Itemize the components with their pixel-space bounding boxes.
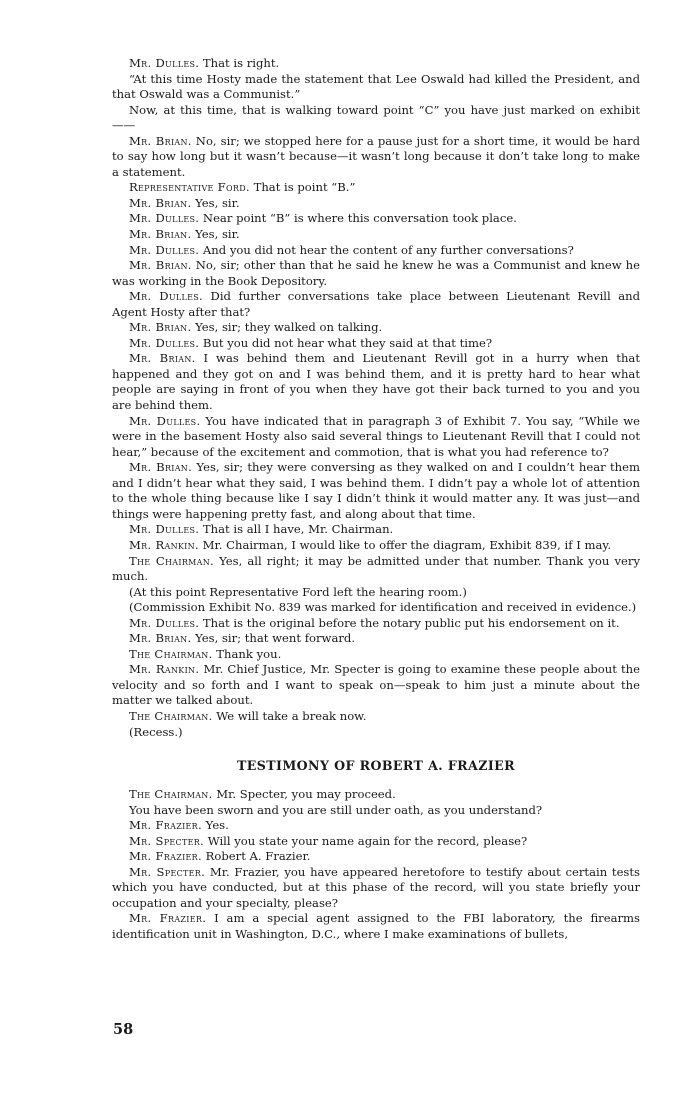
transcript-paragraph (112, 289, 640, 320)
paragraph-text: Mr. Chief Justice, Mr. Specter is going to examine these people about the velocity and so forth and I want to speak on—speak to him just a minute about the matter we talked about. (112, 662, 640, 708)
paragraph-text: No, sir; we stopped here for a pause just for a short time, it would be hard to say how long but it wasn’t because—it wasn’t long because it don’t take long to make a statement. (112, 133, 641, 179)
speaker-name: Mr. Dulles. (129, 615, 200, 630)
transcript-paragraph (112, 849, 640, 865)
transcript-paragraph (112, 911, 640, 942)
speaker-name: Representative Ford. (129, 180, 250, 195)
speaker-name: Mr. Dulles. (129, 242, 200, 257)
transcript-paragraph (112, 72, 640, 103)
speaker-name: Mr. Frazier. (129, 849, 202, 864)
paragraph-text: Yes, sir; they were conversing as they walked on and I couldn’t hear them and I didn’t hear what they said, I was behind them. I didn’t pay a whole lot of attention to the whole thing because like I say I didn’t think it would matter any. It was just—and things were happening pretty fast, and along about that time. (112, 460, 640, 521)
transcript-paragraph (112, 227, 640, 243)
transcript-paragraph (112, 818, 640, 834)
speaker-name: Mr. Dulles. (129, 289, 204, 304)
speaker-name: Mr. Dulles. (129, 211, 200, 226)
speaker-name: Mr. Frazier. (129, 818, 202, 833)
paragraph-text: Did further conversations take place between Lieutenant Revill and Agent Hosty after that? (112, 289, 640, 319)
transcript-paragraph (112, 865, 640, 912)
paragraph-text: Yes, sir. (191, 227, 240, 242)
transcript-paragraph (112, 320, 640, 336)
speaker-name: Mr. Brian. (129, 631, 192, 646)
paragraph-text: Mr. Chairman, I would like to offer the diagram, Exhibit 839, if I may. (198, 537, 612, 552)
transcript-paragraph (112, 834, 640, 850)
speaker-name: Mr. Brian. (129, 133, 192, 148)
speaker-name: Mr. Brian. (129, 227, 192, 242)
paragraph-text: That is point “B.” (249, 180, 356, 195)
transcript-paragraph (112, 56, 640, 72)
transcript-paragraph (112, 180, 640, 196)
paragraph-text: But you did not hear what they said at that time? (199, 335, 493, 350)
transcript-paragraph (112, 538, 640, 554)
paragraph-text: No, sir; other than that he said he knew he was a Communist and knew he was working in the Book Depository. (112, 258, 640, 288)
paragraph-text: Now, at this time, that is walking toward point “C” you have just marked on exhibit—— (112, 102, 640, 133)
transcript-paragraph (112, 351, 640, 413)
paragraph-text: Yes, sir; they walked on talking. (191, 320, 383, 335)
transcript-paragraph (112, 196, 640, 212)
paragraph-text: Yes. (201, 818, 229, 833)
speaker-name: Mr. Brian. (129, 351, 196, 366)
paragraph-text: That is the original before the notary public put his endorsement on it. (199, 615, 620, 630)
transcript-paragraph (112, 709, 640, 725)
paragraph-text: Near point “B” is where this conversation took place. (199, 211, 517, 226)
paragraph-text: (Commission Exhibit No. 839 was marked for identification and received in evidence.) (129, 600, 637, 615)
transcript-paragraph (112, 414, 640, 461)
paragraph-text: (At this point Representative Ford left the hearing room.) (129, 584, 467, 599)
paragraph-text: You have been sworn and you are still under oath, as you understand? (129, 802, 543, 817)
speaker-name: The Chairman. (129, 708, 213, 723)
paragraph-text: Yes, all right; it may be admitted under that number. Thank you very much. (112, 553, 640, 584)
paragraph-text: (Recess.) (129, 724, 183, 739)
paragraph-text: And you did not hear the content of any further conversations? (199, 242, 574, 257)
speaker-name: The Chairman. (129, 553, 215, 568)
speaker-name: Mr. Specter. (129, 833, 205, 848)
speaker-name: Mr. Specter. (129, 864, 206, 879)
paragraph-text: Thank you. (212, 646, 282, 661)
transcript-paragraph (112, 103, 640, 134)
transcript-paragraph (112, 522, 640, 538)
paragraph-text: Robert A. Frazier. (201, 849, 311, 864)
transcript-paragraph (112, 336, 640, 352)
speaker-name: The Chairman. (129, 646, 213, 661)
testimony-heading: TESTIMONY OF ROBERT A. FRAZIER (237, 758, 515, 774)
speaker-name: Mr. Rankin. (129, 662, 200, 677)
paragraph-text: I was behind them and Lieutenant Revill got in a hurry when that happened and they got on and I was behind them, and it is pretty hard to hear what people are saying in front of you when they have got their back turned to you and you are behind them. (112, 351, 640, 413)
paragraph-text: “At this time Hosty made the statement that Lee Oswald had killed the President, and that Oswald was a Communist.” (112, 71, 640, 102)
transcript-paragraph (112, 554, 640, 585)
transcript-after (112, 787, 640, 942)
speaker-name: Mr. Brian. (129, 195, 192, 210)
transcript-paragraph (112, 211, 640, 227)
paragraph-text: We will take a break now. (212, 708, 367, 723)
transcript-paragraph (112, 803, 640, 819)
transcript-paragraph (112, 600, 640, 616)
transcript-before (112, 56, 640, 740)
transcript-paragraph (112, 647, 640, 663)
paragraph-text: Mr. Specter, you may proceed. (212, 787, 396, 802)
transcript-paragraph (112, 631, 640, 647)
transcript-paragraph (112, 258, 640, 289)
paragraph-text: That is all I have, Mr. Chairman. (199, 522, 394, 537)
transcript-paragraph (112, 243, 640, 259)
paragraph-text: Yes, sir. (191, 195, 240, 210)
paragraph-text: Yes, sir; that went forward. (191, 631, 356, 646)
speaker-name: Mr. Frazier. (129, 911, 207, 926)
speaker-name: Mr. Brian. (129, 460, 193, 475)
transcript-paragraph (112, 787, 640, 803)
page-number: 58 (113, 1021, 134, 1038)
speaker-name: Mr. Dulles. (129, 335, 200, 350)
speaker-name: Mr. Brian. (129, 320, 192, 335)
speaker-name: Mr. Rankin. (129, 537, 199, 552)
paragraph-text: That is right. (199, 56, 280, 70)
paragraph-text: Mr. Frazier, you have appeared heretofore to testify about certain tests which you have conducted, but at this phase of the record, will you state briefly your occupation and your specialty, please? (112, 864, 640, 910)
transcript-paragraph (112, 616, 640, 632)
speaker-name: Mr. Dulles. (129, 413, 201, 428)
speaker-name: Mr. Dulles. (129, 56, 200, 70)
speaker-name: The Chairman. (129, 787, 213, 802)
page-body (112, 56, 640, 943)
transcript-paragraph (112, 725, 640, 741)
transcript-paragraph (112, 134, 640, 181)
paragraph-text: I am a special agent assigned to the FBI laboratory, the firearms identification unit in Washington, D.C., where I make examinations of bullets, (112, 911, 640, 941)
transcript-paragraph (112, 460, 640, 522)
speaker-name: Mr. Brian. (129, 258, 192, 273)
paragraph-text: You have indicated that in paragraph 3 of Exhibit 7. You say, “While we were in the basement Hosty also said several things to Lieutenant Revill that I could not hear,” because of the excitement and commotion, that is what you had reference to? (112, 413, 640, 459)
transcript-paragraph (112, 662, 640, 709)
transcript-paragraph (112, 585, 640, 601)
paragraph-text: Will you state your name again for the record, please? (204, 833, 528, 848)
speaker-name: Mr. Dulles. (129, 522, 200, 537)
